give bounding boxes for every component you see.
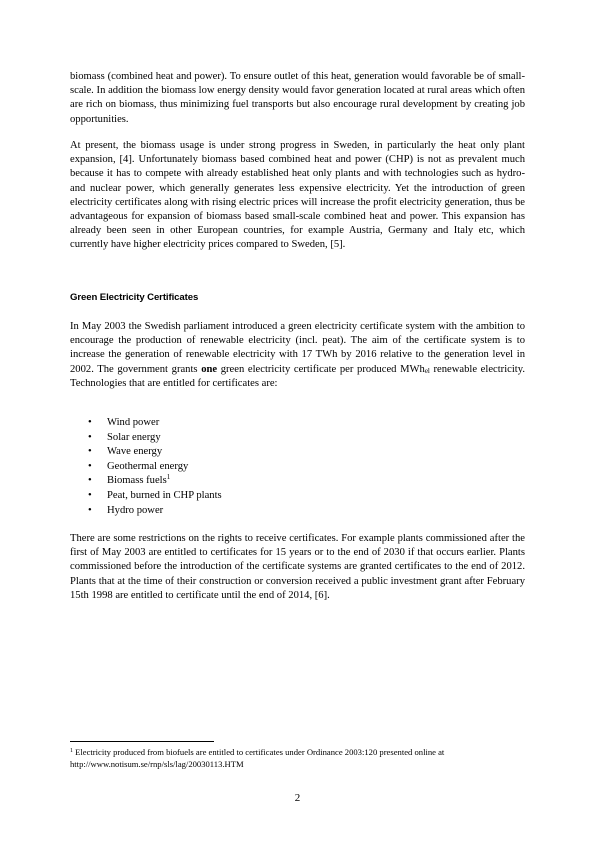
list-item-label: Wave energy <box>107 446 163 458</box>
list-item <box>88 474 222 489</box>
paragraph-certificate-system <box>70 320 525 391</box>
bullet-icon: • <box>88 431 92 443</box>
p3-bold-one: one <box>201 363 218 375</box>
list-item-label: Geothermal energy <box>107 460 189 472</box>
list-item-label: Peat, burned in CHP plants <box>107 489 222 501</box>
page-number: 2 <box>294 792 301 804</box>
footnote-divider <box>70 741 214 742</box>
list-item <box>88 431 222 446</box>
p3-text-3: renewable electricity. Technologies that are entitled for certificates are: <box>70 363 525 389</box>
paragraph-biomass-usage-sweden: At present, the biomass usage is under strong progress in Sweden, in particularly the heat only plant expansion, [4]. Unfortunately biomass based combined heat and power (CHP) is not as prevalent much because it has to compete with already established heat only plants and with technologies such as hydro- and nuclear power, which generally generates less expensive electricity. Yet the introduction of green electricity certificates along with rising electric prices will increase the profit electricity generation, thus be advantageous for expansion of biomass based small-scale combined heat and power. This expansion has already been seen in other European countries, for example Austria, Germany and Italy etc, which currently have higher electricity prices compared to Sweden, [5]. <box>70 140 525 251</box>
list-item-label: Hydro power <box>107 504 164 516</box>
bullet-icon: • <box>88 475 92 487</box>
footnote-text: Electricity produced from biofuels are entitled to certificates under Ordinance 2003:120 presented online at http://www.notisum.se/rnp/sls/lag/20030113.HTM <box>70 747 445 770</box>
p3-subscript-el: el <box>424 366 430 375</box>
p3-text-2: green electricity certificate per produced MWh <box>217 363 425 375</box>
bullet-icon: • <box>88 446 92 458</box>
list-item-label: Biomass fuels <box>107 475 167 487</box>
footnote-mark: 1 <box>70 748 73 754</box>
bullet-icon: • <box>88 504 92 516</box>
list-item-label: Solar energy <box>107 431 161 443</box>
p3-text-1: In May 2003 the Swedish parliament introduced a green electricity certificate system with the ambition to encourage the production of renewable electricity (incl. peat). The aim of the certificate system is to increase the generation of renewable electricity with 17 TWh by 2016 relative to the generation level in 2002. The government grants <box>70 321 525 375</box>
list-item <box>88 445 222 460</box>
list-item-label: Wind power <box>107 417 160 428</box>
technology-list <box>88 416 222 518</box>
bullet-icon: • <box>88 460 92 472</box>
list-item <box>88 416 222 431</box>
list-item <box>88 504 222 519</box>
bullet-icon: • <box>88 417 92 428</box>
list-item <box>88 460 222 475</box>
bullet-icon: • <box>88 489 92 501</box>
list-item <box>88 489 222 504</box>
footnote <box>70 746 530 770</box>
footnote-reference[interactable]: 1 <box>166 473 171 482</box>
paragraph-biomass-chp: biomass (combined heat and power). To ensure outlet of this heat, generation would favorable be of small-scale. In addition the biomass low energy density would favor generation located at rural areas which often are rich on biomass, thus minimizing fuel transports but also encourage rural development by creating job opportunities. <box>70 71 525 125</box>
section-heading-green-certificates: Green Electricity Certificates <box>70 292 199 303</box>
paragraph-certificate-restrictions: There are some restrictions on the rights to receive certificates. For example plants commissioned after the first of May 2003 are entitled to certificates for 15 years or to the end of 2030 if that occurs earlier. Plants commissioned before the introduction of the certificate systems are granted certificates to the end of 2012. Plants that at the time of their construction or conversion received a public investment grant after February 15th 1998 are entitled to certificate until the end of 2014, [6]. <box>70 533 525 601</box>
